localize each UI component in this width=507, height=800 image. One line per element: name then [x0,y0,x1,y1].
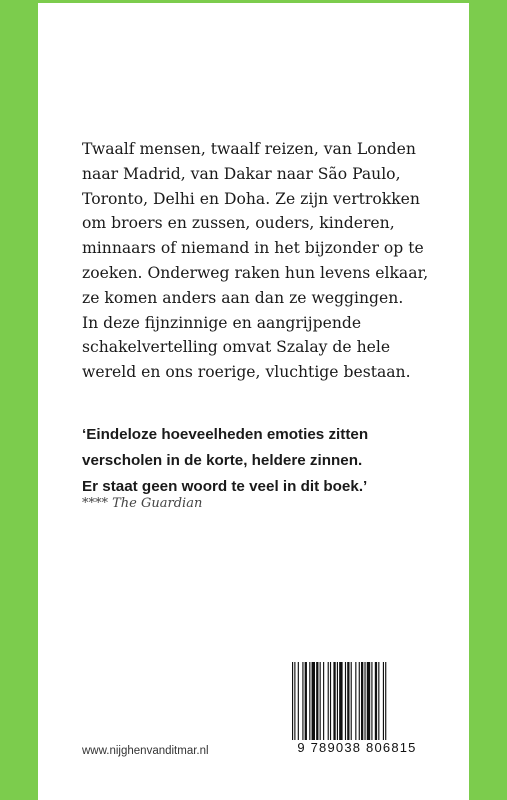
publisher-website: www.nijghenvanditmar.nl [82,745,209,757]
barcode-bar [345,662,346,740]
left-color-band [0,0,38,800]
quote-attribution [82,494,202,514]
barcode-bar [294,662,295,740]
barcode-bar [316,662,318,740]
barcode-bar [351,662,352,740]
barcode-bar [337,662,338,740]
rating-stars: **** [82,496,108,511]
barcode-bar [364,662,365,740]
barcode-bars [292,662,422,742]
blurb-line: ze komen anders aan dan ze weggingen. [82,288,404,307]
right-color-band [469,0,507,800]
blurb-line: Toronto, Delhi en Doha. Ze zijn vertrokken [82,189,420,208]
barcode-bar [328,662,329,740]
barcode-bar [375,662,377,740]
barcode-bar [339,662,342,740]
isbn-number: 9 789038 806815 [297,740,417,755]
blurb-line: zoeken. Onderweg raken hun levens elkaar, [82,263,429,282]
barcode-bar [347,662,349,740]
blurb-line: naar Madrid, van Dakar naar São Paulo, [82,164,401,183]
blurb-line: schakelvertelling omvat Szalay de hele [82,338,391,357]
quote-line: ‘Eindeloze hoeveelheden emoties zitten [82,426,369,443]
review-quote [82,422,442,500]
blurb-line: In deze fijnzinnige en aangrijpende [82,313,362,332]
barcode-bar [367,662,370,740]
barcode-bar [330,662,331,740]
attribution-source: The Guardian [112,496,203,511]
barcode-bar [298,662,299,740]
blurb-line: Twaalf mensen, twaalf reizen, van Londen [82,140,416,158]
blurb-text [82,137,432,385]
blurb-line: minnaars of niemand in het bijzonder op te [82,239,424,258]
barcode-bar [309,662,310,740]
barcode-bar [320,662,321,740]
barcode-bar [383,662,384,740]
top-color-band [0,0,507,3]
isbn-barcode [282,654,432,762]
barcode-bar [302,662,303,740]
blurb-line: wereld en ons roerige, vluchtige bestaan. [82,363,411,382]
barcode-bar [333,662,335,740]
barcode-bar [378,662,379,740]
barcode-bar [305,662,307,740]
barcode-bar [292,662,293,740]
quote-line: verscholen in de korte, heldere zinnen. [82,452,363,469]
barcode-bar [359,662,360,740]
barcode-bar [371,662,372,740]
barcode-bar [361,662,363,740]
blurb-line: om broers en zussen, ouders, kinderen, [82,214,395,233]
barcode-bar [312,662,315,740]
barcode-bar [355,662,356,740]
barcode-bar [385,662,386,740]
quote-line: Er staat geen woord te veel in dit boek.’ [82,478,368,495]
barcode-bar [323,662,324,740]
